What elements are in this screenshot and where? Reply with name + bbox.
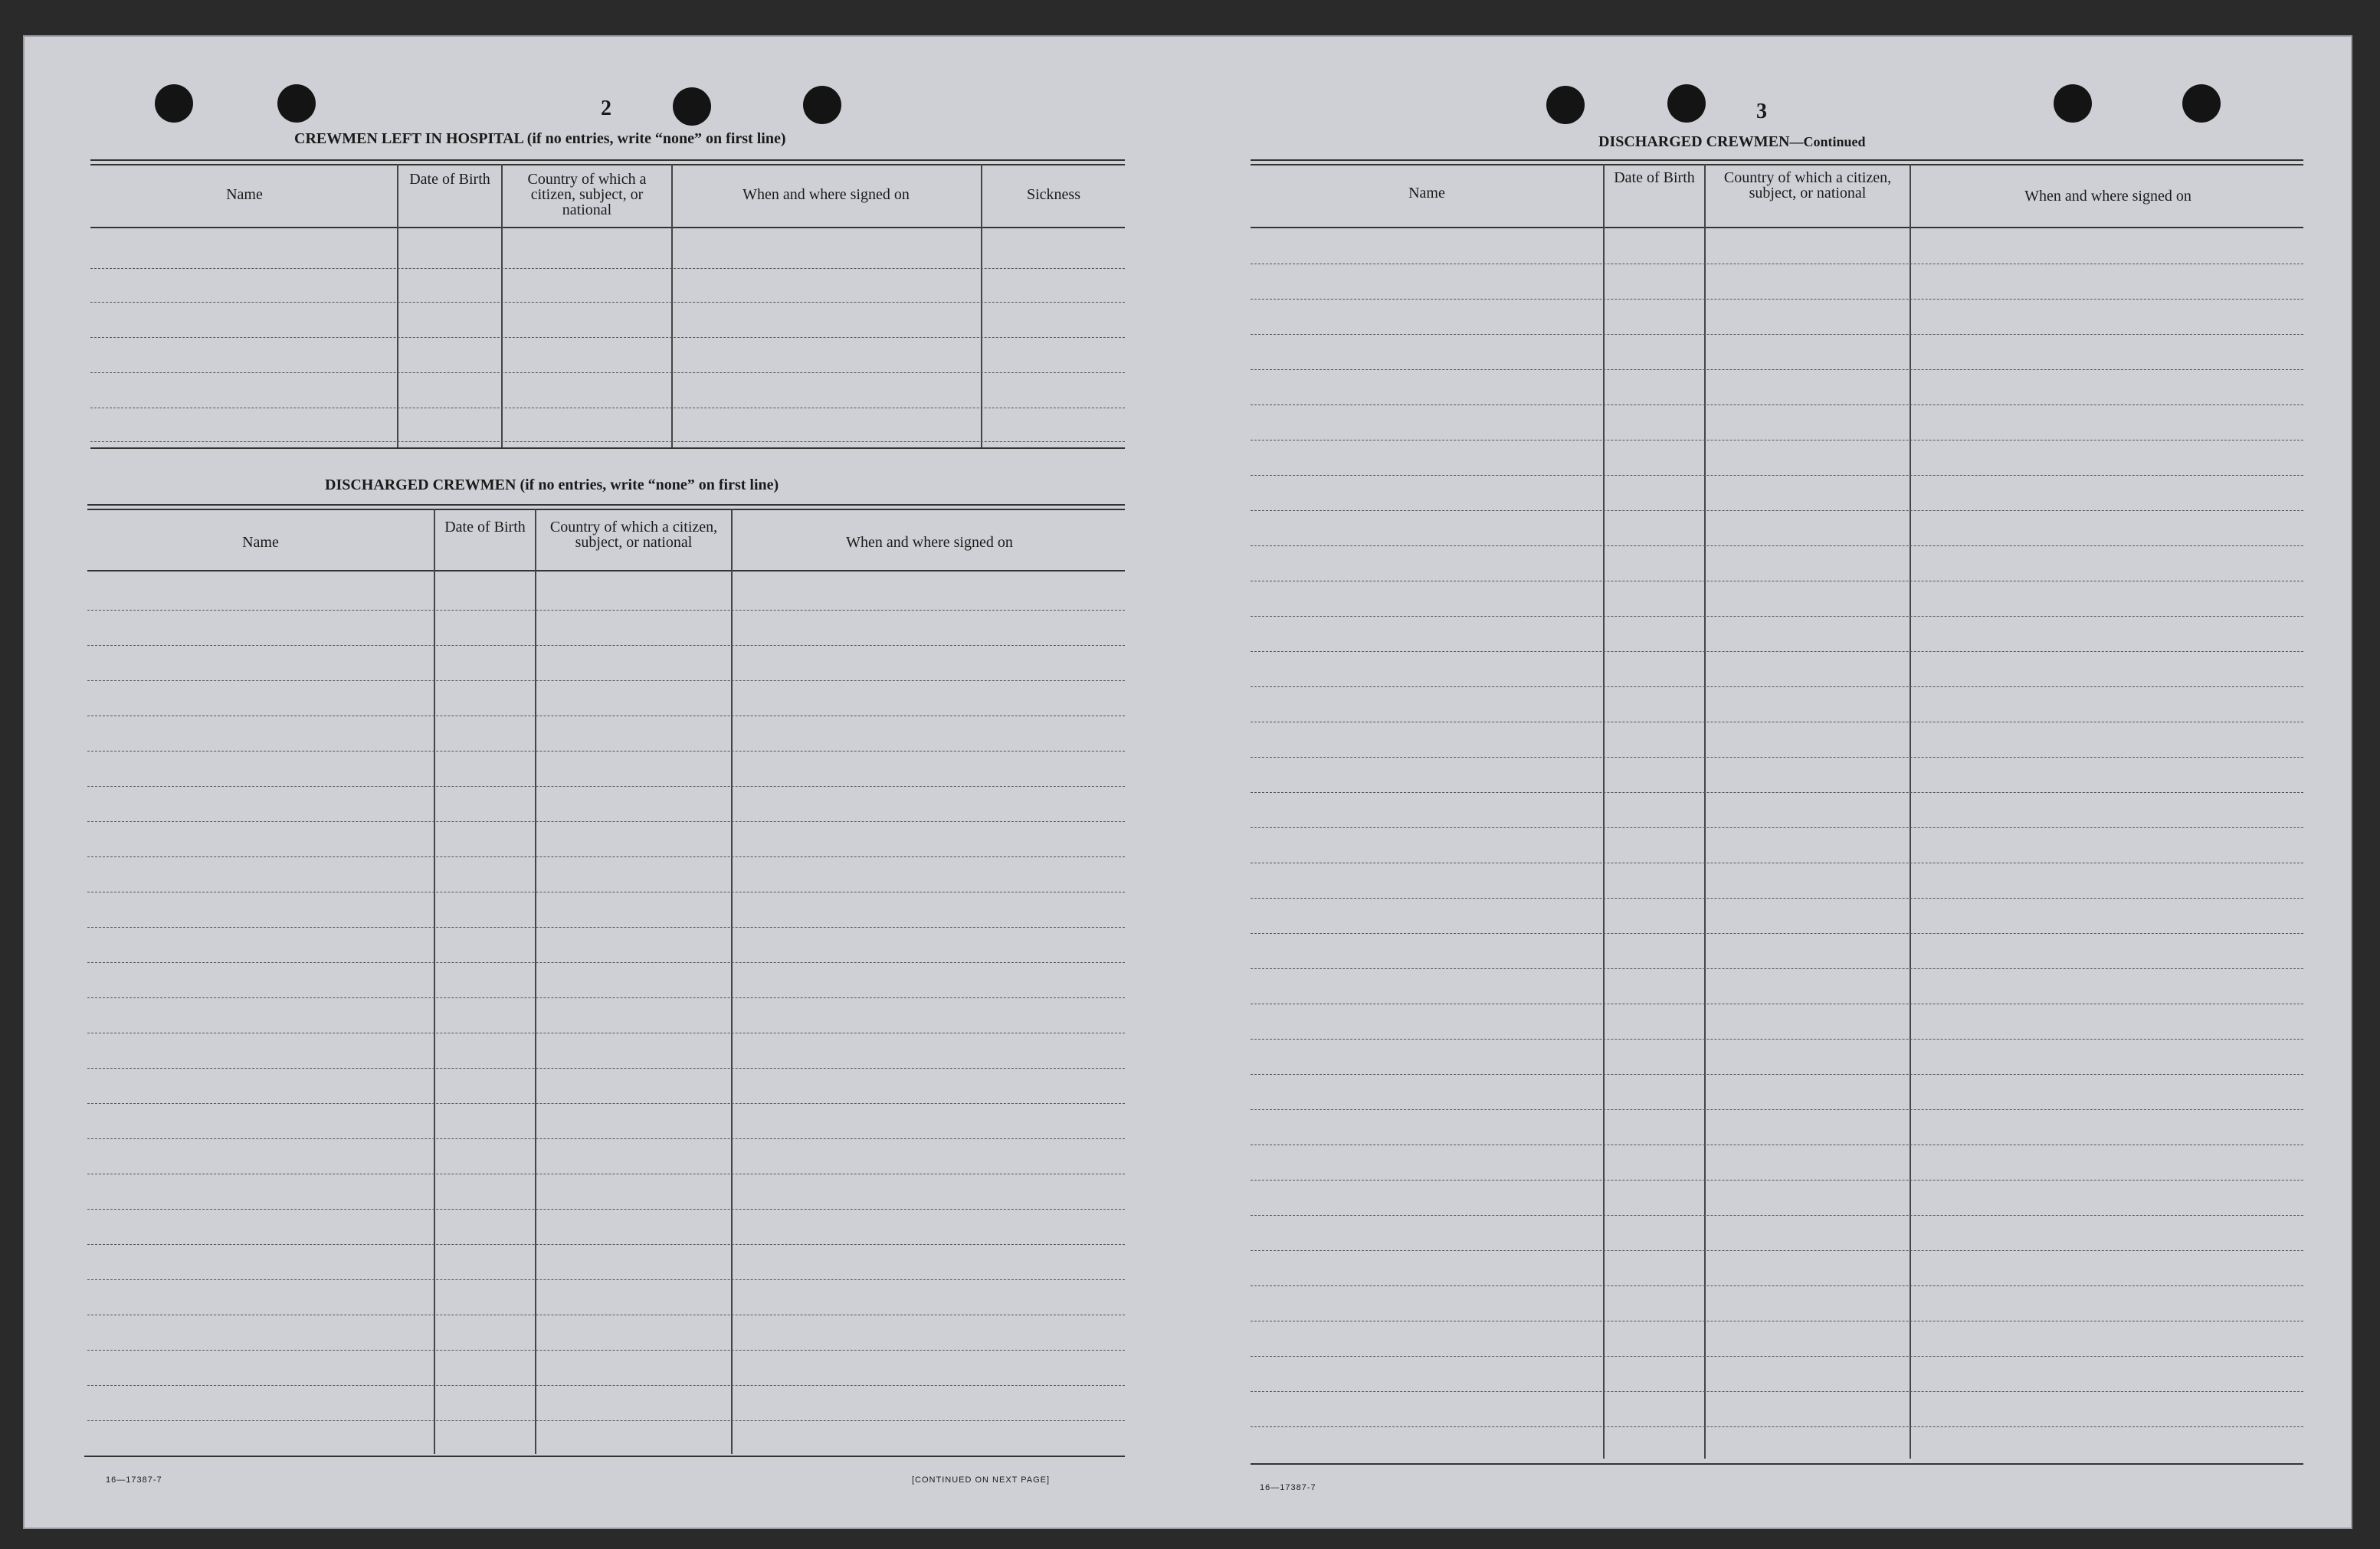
header-bottom-rule xyxy=(1251,227,2303,228)
continued-label: —Continued xyxy=(1789,134,1866,149)
entry-line xyxy=(87,610,1125,611)
punch-hole xyxy=(673,87,711,126)
col-header-country: Country of which a citizen, subject, or national xyxy=(1723,169,1892,201)
entry-line xyxy=(1251,1285,2303,1286)
header-bottom-rule xyxy=(90,227,1125,228)
section-title-text: DISCHARGED CREWMEN xyxy=(1598,133,1790,150)
entry-line xyxy=(87,962,1125,963)
punch-hole xyxy=(277,84,316,123)
entry-line xyxy=(1251,1180,2303,1181)
column-divider xyxy=(1910,164,1911,1459)
column-divider xyxy=(434,509,435,1454)
entry-line xyxy=(1251,1215,2303,1216)
page-number: 3 xyxy=(1756,100,1767,123)
entry-line xyxy=(1251,545,2303,546)
entry-line xyxy=(87,1244,1125,1245)
column-divider xyxy=(671,164,673,447)
entry-line xyxy=(87,680,1125,681)
column-divider xyxy=(731,509,733,1454)
entry-line xyxy=(87,821,1125,822)
entry-line xyxy=(1251,1039,2303,1040)
column-divider xyxy=(535,509,536,1454)
header-bottom-rule xyxy=(87,570,1125,571)
continued-note: [CONTINUED ON NEXT PAGE] xyxy=(912,1475,1051,1485)
col-header-country: Country of which a citizen, subject, or national xyxy=(527,171,647,218)
form-number: 16—17387-7 xyxy=(106,1475,162,1485)
col-header-name: Name xyxy=(1408,185,1445,201)
entry-line xyxy=(87,645,1125,646)
entry-line xyxy=(1251,334,2303,335)
discharged-continued-title xyxy=(1598,133,1866,151)
punch-hole xyxy=(1546,86,1585,124)
section-rule xyxy=(87,504,1125,510)
entry-line xyxy=(90,441,1125,442)
entry-line xyxy=(1251,686,2303,687)
punch-hole xyxy=(155,84,193,123)
entry-line xyxy=(1251,510,2303,511)
section-title-text: CREWMEN LEFT IN HOSPITAL xyxy=(294,130,523,147)
entry-line xyxy=(1251,616,2303,617)
entry-line xyxy=(1251,1250,2303,1251)
entry-line xyxy=(1251,1109,2303,1110)
entry-line xyxy=(90,372,1125,373)
entry-line xyxy=(87,1350,1125,1351)
punch-hole xyxy=(1667,84,1706,123)
col-header-when-where-signed: When and where signed on xyxy=(2024,188,2192,205)
section-note: (if no entries, write “none” on first line) xyxy=(520,476,779,493)
entry-line xyxy=(1251,1426,2303,1427)
entry-line xyxy=(87,1385,1125,1386)
entry-line xyxy=(87,1209,1125,1210)
col-header-date-of-birth: Date of Birth xyxy=(1614,169,1695,186)
entry-line xyxy=(90,337,1125,338)
entry-line xyxy=(87,751,1125,752)
hospital-section-title xyxy=(294,130,786,148)
section-bottom-rule xyxy=(90,447,1125,449)
col-header-name: Name xyxy=(242,534,279,551)
entry-line xyxy=(87,1103,1125,1104)
entry-line xyxy=(1251,475,2303,476)
column-divider xyxy=(1704,164,1706,1459)
entry-line xyxy=(1251,898,2303,899)
entry-line xyxy=(1251,299,2303,300)
entry-line xyxy=(1251,1391,2303,1392)
entry-line xyxy=(90,268,1125,269)
entry-line xyxy=(1251,792,2303,793)
punch-hole xyxy=(2054,84,2092,123)
entry-line xyxy=(1251,933,2303,934)
section-note: (if no entries, write “none” on first line) xyxy=(526,130,786,147)
column-divider xyxy=(1603,164,1605,1459)
col-header-country: Country of which a citizen, subject, or national xyxy=(549,519,718,551)
page-number: 2 xyxy=(601,97,611,120)
section-bottom-rule xyxy=(1251,1463,2303,1465)
entry-line xyxy=(1251,369,2303,370)
discharged-section-title xyxy=(325,476,779,494)
entry-line xyxy=(90,302,1125,303)
form-number: 16—17387-7 xyxy=(1260,1483,1316,1492)
entry-line xyxy=(87,1068,1125,1069)
col-header-name: Name xyxy=(226,186,263,203)
entry-line xyxy=(1251,1356,2303,1357)
entry-line xyxy=(87,786,1125,787)
entry-line xyxy=(1251,827,2303,828)
column-divider xyxy=(501,164,503,447)
column-divider xyxy=(397,164,398,447)
section-title-text: DISCHARGED CREWMEN xyxy=(325,476,516,493)
entry-line xyxy=(1251,1074,2303,1075)
entry-line xyxy=(87,1420,1125,1421)
entry-line xyxy=(87,927,1125,928)
punch-hole xyxy=(2182,84,2221,123)
entry-line xyxy=(1251,757,2303,758)
form-sheet xyxy=(23,35,2352,1529)
column-divider xyxy=(981,164,982,447)
entry-line xyxy=(1251,651,2303,652)
section-rule xyxy=(90,159,1125,165)
col-header-when-where-signed: When and where signed on xyxy=(846,534,1013,551)
punch-hole xyxy=(803,86,841,124)
col-header-date-of-birth: Date of Birth xyxy=(444,519,526,535)
col-header-date-of-birth: Date of Birth xyxy=(409,171,490,188)
section-bottom-rule xyxy=(84,1456,1125,1457)
entry-line xyxy=(87,997,1125,998)
entry-line xyxy=(87,1138,1125,1139)
entry-line xyxy=(1251,968,2303,969)
entry-line xyxy=(1251,404,2303,405)
entry-line xyxy=(87,856,1125,857)
col-header-when-where-signed: When and where signed on xyxy=(743,186,910,203)
col-header-sickness: Sickness xyxy=(1027,186,1080,203)
entry-line xyxy=(87,1279,1125,1280)
section-rule xyxy=(1251,159,2303,165)
